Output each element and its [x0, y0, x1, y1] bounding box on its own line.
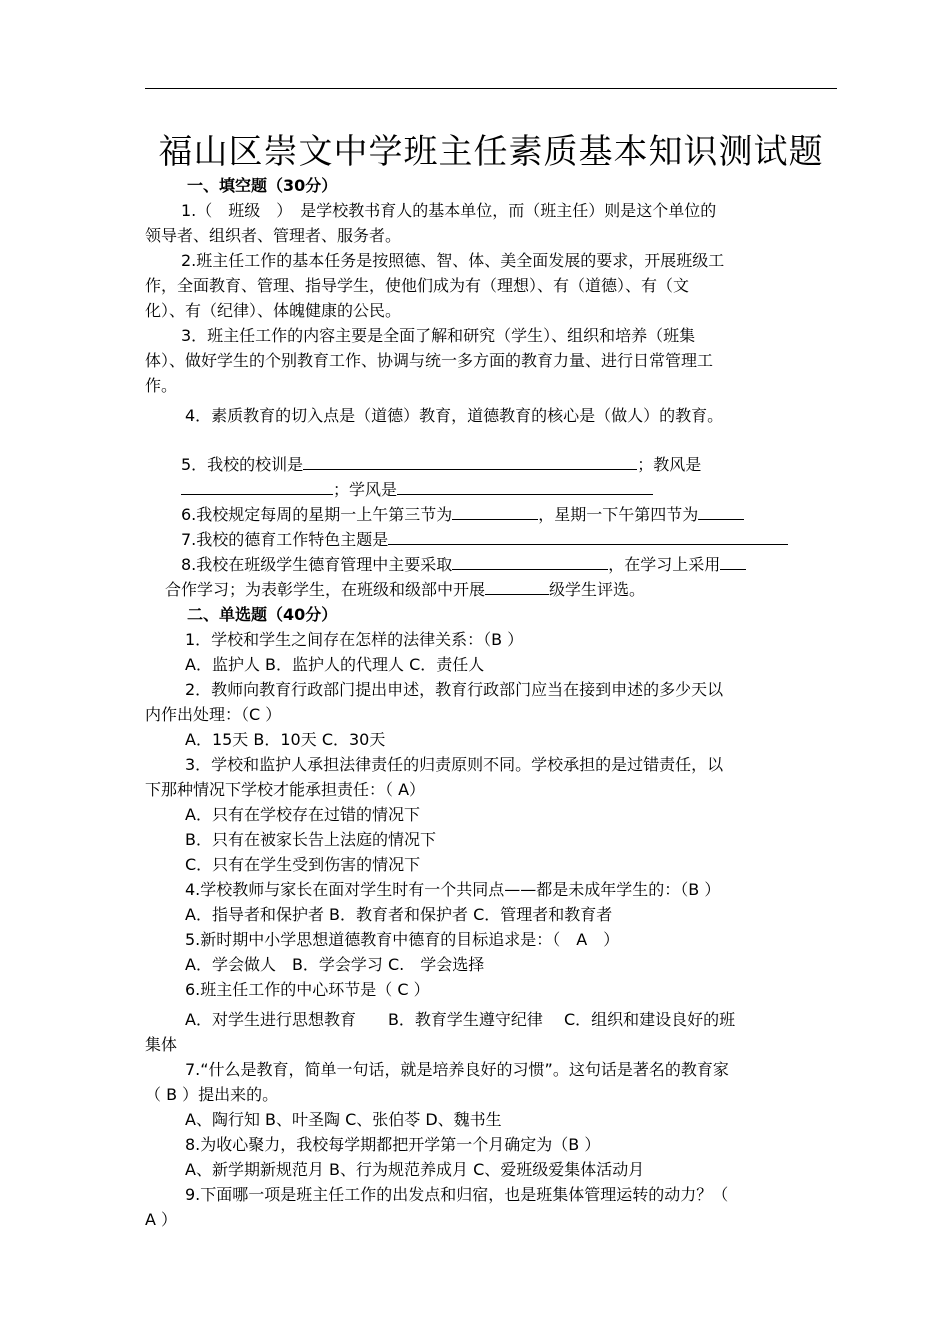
question-text: 5．我校的校训是 [181, 455, 304, 474]
paragraph-line: 化）、有（纪律）、体魄健康的公民。 [145, 301, 402, 320]
question-8-cont-line [145, 577, 837, 602]
answer-blank[interactable] [303, 452, 637, 470]
question-line: 2．教师向教育行政部门提出申述，教育行政部门应当在接到申述的多少天以 [185, 680, 724, 699]
question-5-line [145, 452, 837, 477]
question-8-line [145, 552, 837, 577]
option-line: A、新学期新规范月 B、行为规范养成月 C、爱班级爱集体活动月 [185, 1160, 645, 1179]
question-text: ，星期一下午第四节为 [538, 505, 699, 524]
option-line: C．只有在学生受到伤害的情况下 [185, 855, 421, 874]
option-line: A．对学生进行思想教育 B．教育学生遵守纪律 C．组织和建设良好的班 [185, 1010, 736, 1029]
question-line: 下那种情况下学校才能承担责任：（ A） [145, 780, 426, 799]
question-line: 8.为收心聚力，我校每学期都把开学第一个月确定为（B ） [185, 1135, 601, 1154]
answer-blank[interactable] [388, 527, 788, 545]
answer-blank[interactable] [485, 577, 549, 595]
section-heading-single-choice: 二、单选题（40分） [187, 605, 338, 624]
option-line: A．15天 B．10天 C．30天 [185, 730, 386, 749]
question-line: 1．学校和学生之间存在怎样的法律关系：（B ） [185, 630, 524, 649]
option-line: B．只有在被家长告上法庭的情况下 [185, 830, 436, 849]
option-line: 集体 [145, 1035, 178, 1054]
question-line: 7.“什么是教育，简单一句话，就是培养良好的习惯”。这句话是著名的教育家 [185, 1060, 729, 1079]
question-text: ；教风是 [637, 455, 702, 474]
document-body [145, 173, 837, 1232]
question-text: 8.我校在班级学生德育管理中主要采取 [181, 555, 453, 574]
question-text: ；学风是 [333, 480, 398, 499]
question-line: （ B ）提出来的。 [145, 1085, 279, 1104]
option-line: A．学会做人 B．学会学习 C. 学会选择 [185, 955, 485, 974]
question-text: 6.我校规定每周的星期一上午第三节为 [181, 505, 453, 524]
question-text: 合作学习；为表彰学生，在班级和级部中开展 [165, 580, 486, 599]
question-line: 9.下面哪一项是班主任工作的出发点和归宿，也是班集体管理运转的动力？（ [185, 1185, 729, 1204]
paragraph-line: 体）、做好学生的个别教育工作、协调与统一多方面的教育力量、进行日常管理工 [145, 351, 714, 370]
question-line: 4.学校教师与家长在面对学生时有一个共同点——都是未成年学生的：（B ） [185, 880, 721, 899]
section-heading-fill-blank: 一、填空题（30分） [187, 176, 338, 195]
question-text: ，在学习上采用 [608, 555, 721, 574]
option-line: A．只有在学校存在过错的情况下 [185, 805, 420, 824]
answer-blank[interactable] [181, 477, 333, 495]
paragraph-line: 2.班主任工作的基本任务是按照德、智、体、美全面发展的要求，开展班级工 [181, 251, 725, 270]
header-rule [145, 88, 837, 89]
paragraph-line: 1.（ 班级 ） 是学校教书育人的基本单位，而（班主任）则是这个单位的 [181, 201, 717, 220]
question-line: 内作出处理：（C ） [145, 705, 282, 724]
option-line: A．监护人 B．监护人的代理人 C．责任人 [185, 655, 485, 674]
question-7-line [145, 527, 837, 552]
paragraph-line: 作，全面教育、管理、指导学生，使他们成为有（理想）、有（道德）、有（文 [145, 276, 690, 295]
question-line: A ） [145, 1210, 178, 1229]
question-6-line [145, 502, 837, 527]
paragraph-line: 作。 [145, 376, 178, 395]
paragraph-line: 领导者、组织者、管理者、服务者。 [145, 226, 402, 245]
page-title: 福山区崇文中学班主任素质基本知识测试题 [158, 132, 824, 172]
blank-gap [145, 428, 837, 452]
answer-blank[interactable] [720, 552, 746, 570]
answer-blank[interactable] [698, 502, 744, 520]
question-line: 6.班主任工作的中心环节是（ C ） [185, 980, 430, 999]
question-5-cont-line [145, 477, 837, 502]
paragraph-line: 4．素质教育的切入点是（道德）教育，道德教育的核心是（做人）的教育。 [185, 406, 724, 425]
question-line: 3．学校和监护人承担法律责任的归责原则不同。学校承担的是过错责任，以 [185, 755, 724, 774]
question-text: 7.我校的德育工作特色主题是 [181, 530, 389, 549]
paragraph-line: 3．班主任工作的内容主要是全面了解和研究（学生）、组织和培养（班集 [181, 326, 696, 345]
option-line: A、陶行知 B、叶圣陶 C、张伯苓 D、魏书生 [185, 1110, 502, 1129]
answer-blank[interactable] [397, 477, 653, 495]
option-line: A．指导者和保护者 B．教育者和保护者 C．管理者和教育者 [185, 905, 613, 924]
question-text: 级学生评选。 [549, 580, 646, 599]
question-line: 5.新时期中小学思想道德教育中德育的目标追求是：（ A ） [185, 930, 620, 949]
answer-blank[interactable] [452, 552, 608, 570]
answer-blank[interactable] [452, 502, 538, 520]
